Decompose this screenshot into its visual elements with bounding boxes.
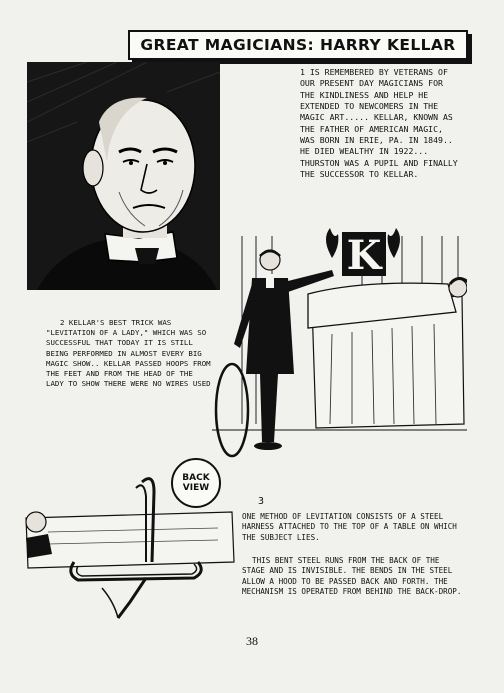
k-sign-letter: K bbox=[346, 232, 382, 279]
panel-2-number: 2 bbox=[60, 318, 65, 327]
panel-3-caption-b: THIS BENT STEEL RUNS FROM THE BACK OF THE STAGE AND IS INVISIBLE. THE BENDS IN THE STEEL ALLOW A HOOD TO BE PASSED BACK AND FORTH. THE MECHANISM IS OPERATED FROM BEHIND THE BACK-DROP. bbox=[242, 556, 462, 597]
page-number: 38 bbox=[246, 634, 258, 648]
panel-3-caption-a: ONE METHOD OF LEVITATION CONSISTS OF A STEEL HARNESS ATTACHED TO THE TOP OF A TABLE ON WHICH THE SUBJECT LIES. bbox=[242, 512, 457, 542]
panel-3-number: 3 bbox=[258, 496, 265, 507]
kellar-portrait bbox=[27, 62, 220, 290]
page-title: GREAT MAGICIANS: HARRY KELLAR bbox=[140, 36, 456, 54]
panel-1-number-inline: 1 bbox=[300, 67, 305, 77]
levitation-illustration bbox=[212, 224, 467, 464]
panel-2-text: KELLAR'S BEST TRICK WAS "LEVITATION OF A LADY," WHICH WAS SO SUCCESSFUL THAT TODAY IT IS STILL BEING PERFORMED IN ALMOST EVERY BIG MAGIC SHOW.. KELLAR PASSED HOOPS FROM THE FEET AND FROM THE HEAD OF THE LADY TO SHOW THERE WERE NO WIRES USED bbox=[46, 318, 211, 389]
panel-1-text: IS REMEMBERED BY VETERANS OF OUR PRESENT DAY MAGICIANS FOR THE KINDLINESS AND HELP HE EXTENDED TO NEWCOMERS IN THE MAGIC ART..... KELLAR, KNOWN AS THE FATHER OF AMERICAN MAGIC, WAS BORN IN ERIE, PA. IN 1849.. HE DIED WEALTHY IN 1922... THURSTON WAS A PUPIL AND FINALLY THE SUCCESSOR TO KELLAR. bbox=[300, 67, 458, 179]
panel-2-caption bbox=[46, 318, 214, 390]
back-view-badge bbox=[171, 458, 221, 508]
panel-1-caption bbox=[300, 67, 462, 180]
title-banner bbox=[128, 30, 468, 60]
back-view-label: BACK VIEW bbox=[182, 472, 210, 493]
